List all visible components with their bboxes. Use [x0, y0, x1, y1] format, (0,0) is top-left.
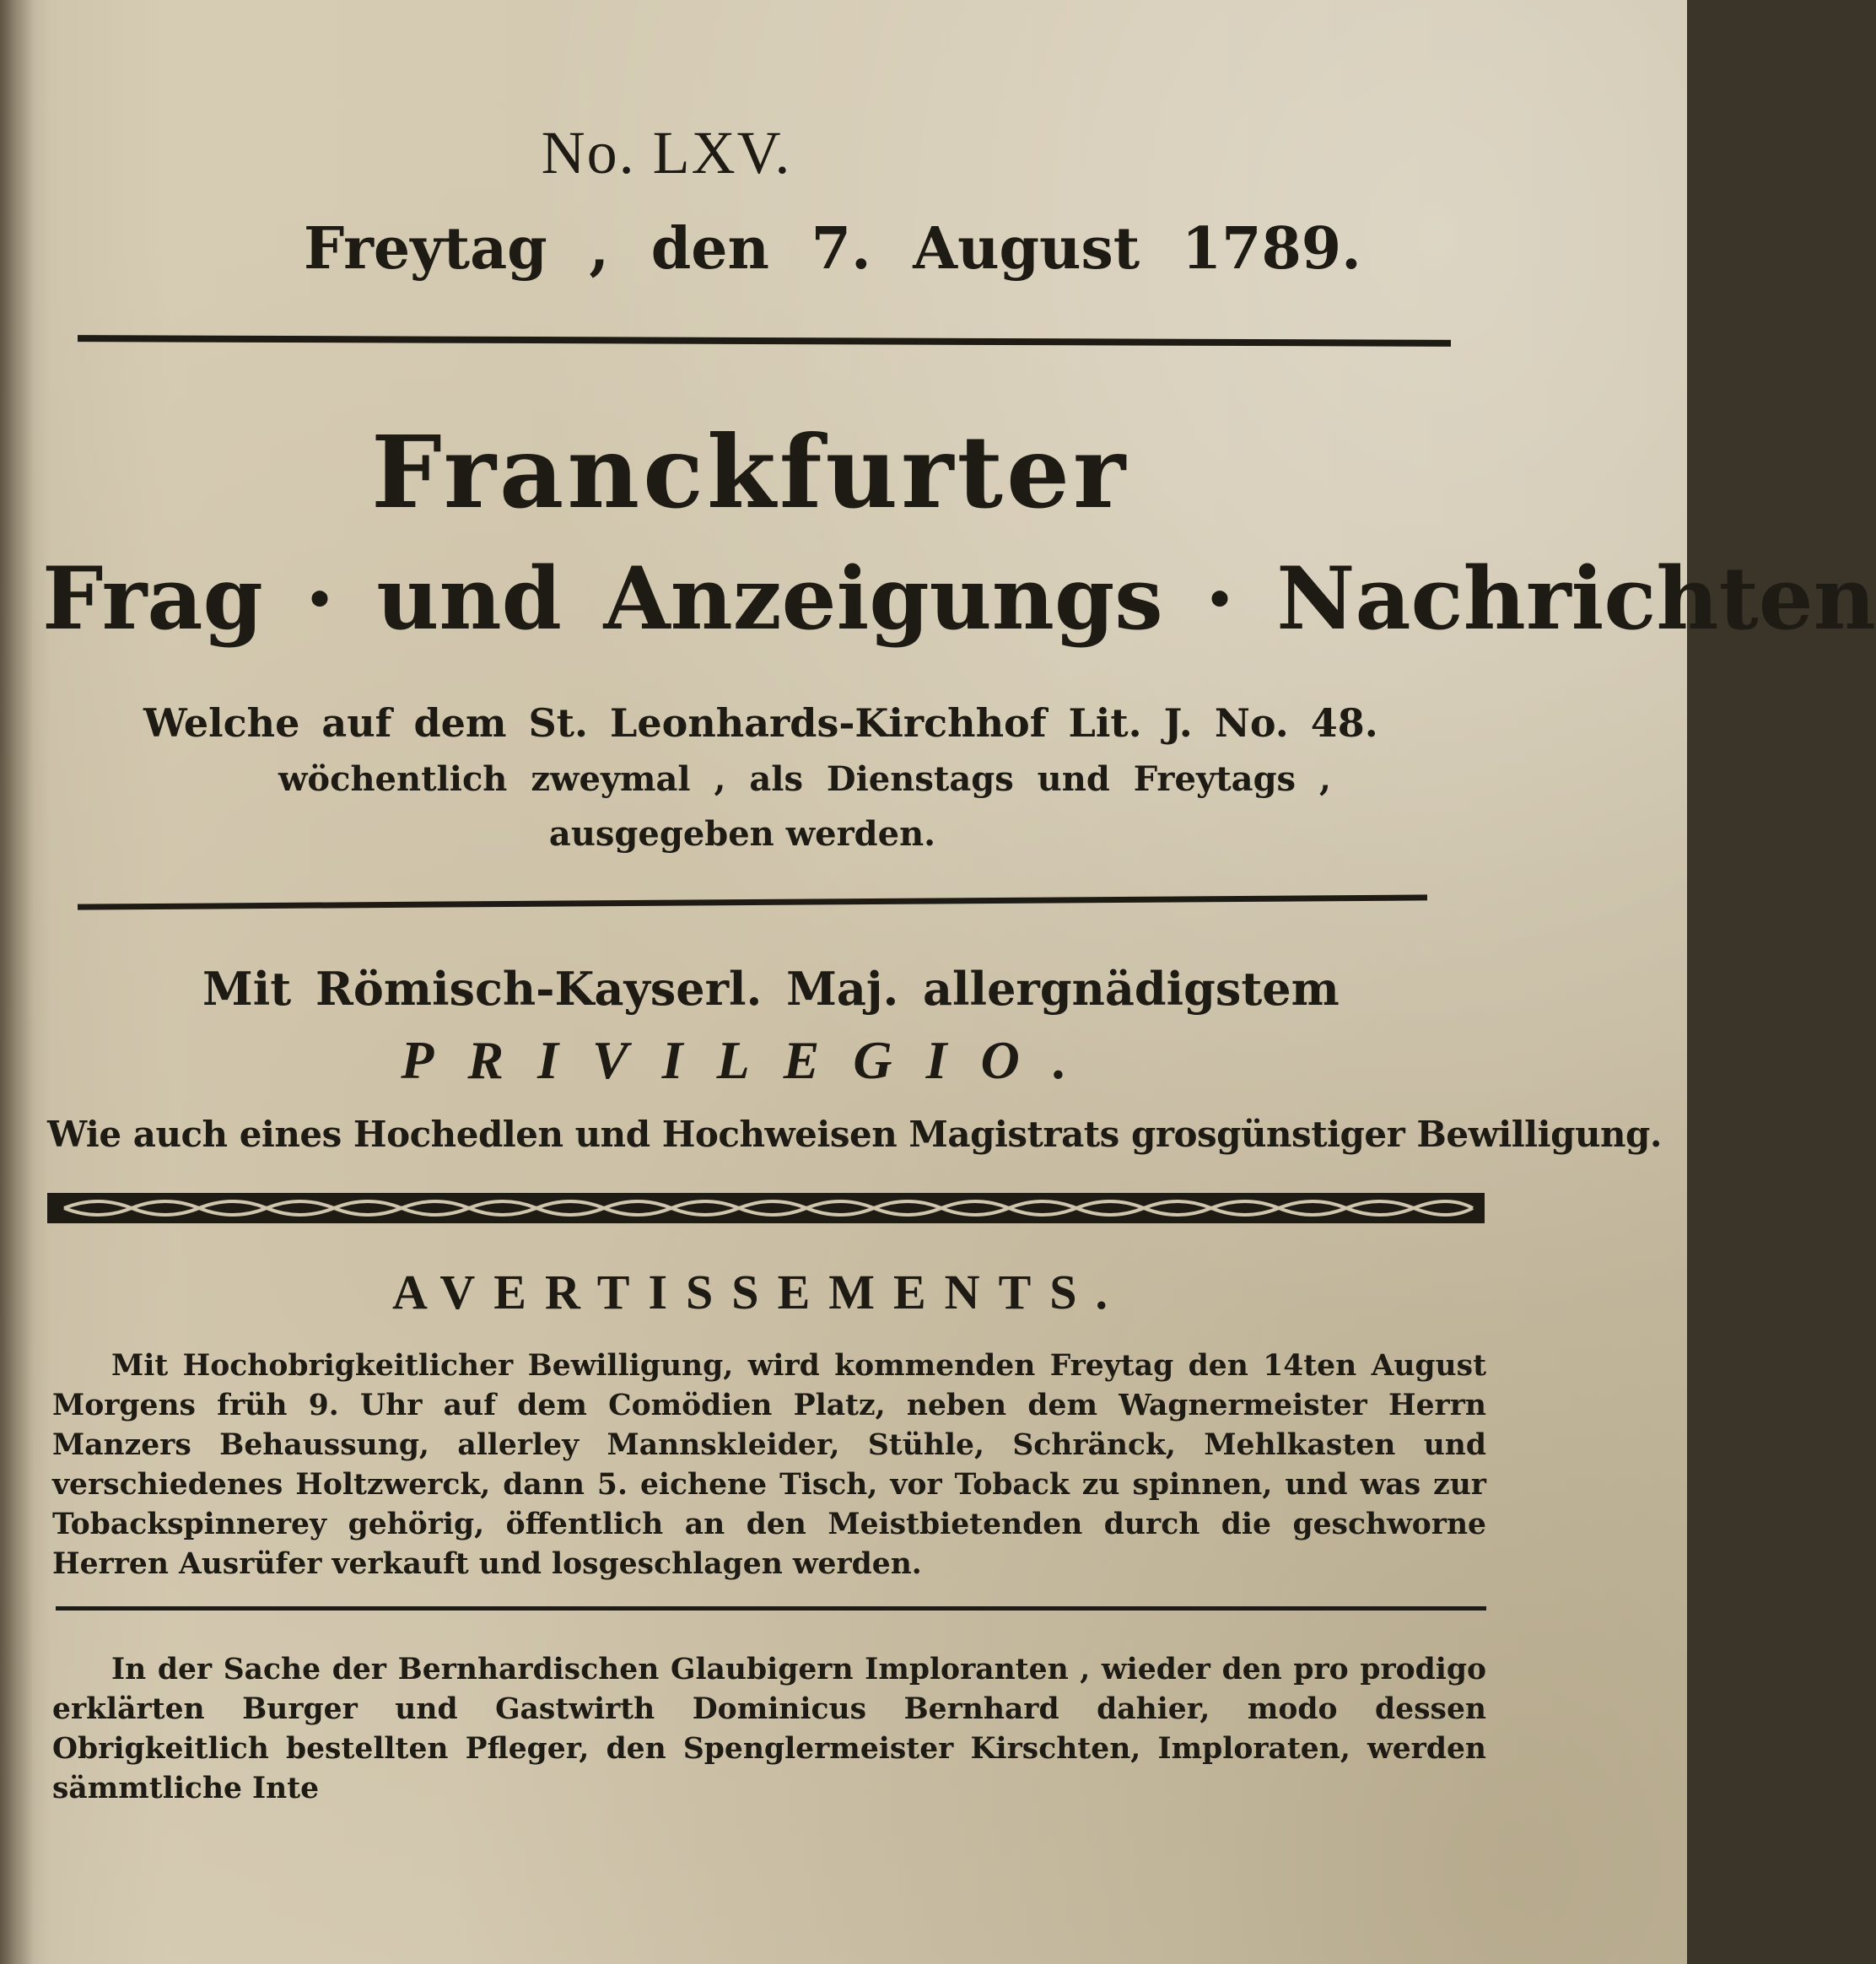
newspaper-title-line-1: Franckfurter — [371, 413, 1129, 531]
privilege-line-3: Wie auch eines Hochedlen und Hochweisen Magistrats grosgünstiger Bewilligung. — [47, 1114, 1663, 1155]
page-gutter-shadow — [0, 0, 34, 1964]
privilege-line-1: Mit Römisch-Kayserl. Maj. allergnädigstem — [202, 962, 1340, 1016]
issue-number: No. LXV. — [541, 119, 792, 186]
masthead-rule-top — [78, 335, 1451, 347]
publication-schedule: wöchentlich zweymal , als Dienstags und Freytags , — [278, 759, 1331, 799]
section-heading: AVERTISSEMENTS. — [391, 1265, 1127, 1319]
publisher-address: Welche auf dem St. Leonhards-Kirchhof Lit. J. No. 48. — [143, 700, 1378, 746]
ornamental-border — [47, 1191, 1485, 1225]
article-auction-notice: Mit Hochobrigkeitlicher Bewilligung, wird kommenden Freytag den 14ten August Morgens früh 9. Uhr auf dem Comödien Platz, neben dem Wagnermeister Herrn Manzers Behaussung, allerley Mannskleider, Stühle, Schränck, Mehlkasten und verschiedenes Holtzwerck, dann 5. eichene Tisch, vor Toback zu spinnen, und was zur Tobackspinnerey gehörig, öffentlich an den Meistbietenden durch die geschworne Herren Ausrüfer verkauft und losgeschlagen werden. — [52, 1349, 1486, 1581]
publication-note: ausgegeben werden. — [548, 814, 936, 854]
issue-date: Freytag , den 7. August 1789. — [304, 215, 1361, 283]
masthead-rule-middle — [78, 894, 1427, 909]
newspaper-title-line-2: Frag · und Anzeigungs · Nachrichten — [42, 548, 1876, 650]
article-separator-rule — [56, 1606, 1486, 1611]
privilege-line-2: PRIVILEGIO. — [401, 1030, 1101, 1090]
article-creditors-notice: In der Sache der Bernhardischen Glaubigern Imploranten , wieder den pro prodigo erklärten Burger und Gastwirth Dominicus Bernhard dahier, modo dessen Obrigkeitlich bestellten Pfleger, den Spenglermeister Kirschten, Imploraten, werden sämmtliche Inte — [52, 1653, 1486, 1805]
